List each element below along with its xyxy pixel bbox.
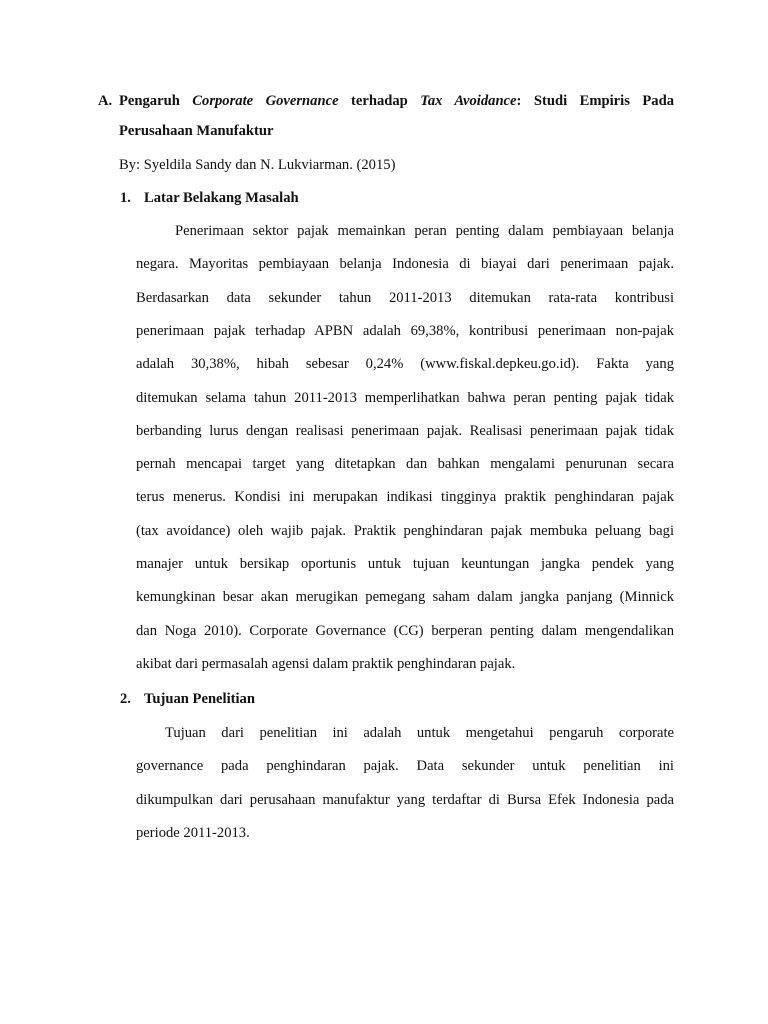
paragraph-line: penerimaan pajak terhadap APBN adalah 69,38%, kontribusi penerimaan non-pajak <box>136 322 674 339</box>
paragraph-line: berbanding lurus dengan realisasi penerimaan pajak. Realisasi penerimaan pajak tidak <box>136 422 674 439</box>
paragraph-line: Berdasarkan data sekunder tahun 2011-2013 ditemukan rata-rata kontribusi <box>136 289 674 306</box>
section-marker: A. <box>98 93 113 109</box>
byline: By: Syeldila Sandy dan N. Lukviarman. (2015) <box>119 157 396 173</box>
paragraph-line: manajer untuk bersikap oportunis untuk tujuan keuntungan jangka pendek yang <box>136 556 674 572</box>
subsection-number: 1. <box>120 190 131 206</box>
paragraph-line: governance pada penghindaran pajak. Data sekunder untuk penelitian ini <box>136 758 674 775</box>
paragraph-line: (tax avoidance) oleh wajib pajak. Praktik penghindaran pajak membuka peluang bagi <box>136 522 674 539</box>
subsection-title: Tujuan Penelitian <box>144 691 255 707</box>
section-title-line1: Pengaruh Corporate Governance terhadap Tax Avoidance: Studi Empiris Pada <box>119 93 674 109</box>
paragraph-line: Tujuan dari penelitian ini adalah untuk mengetahui pengaruh corporate <box>165 725 674 741</box>
paragraph-line: adalah 30,38%, hibah sebesar 0,24% (www.fiskal.depkeu.go.id). Fakta yang <box>136 356 674 373</box>
subsection-title: Latar Belakang Masalah <box>144 190 299 206</box>
section-title-line2: Perusahaan Manufaktur <box>119 123 274 139</box>
paragraph-line: negara. Mayoritas pembiayaan belanja Indonesia di biayai dari penerimaan pajak. <box>136 256 674 273</box>
paragraph-line: periode 2011-2013. <box>136 824 250 841</box>
subsection-number: 2. <box>120 691 131 707</box>
paragraph-line: terus menerus. Kondisi ini merupakan indikasi tingginya praktik penghindaran pajak <box>136 489 674 506</box>
paragraph-line: Penerimaan sektor pajak memainkan peran penting dalam pembiayaan belanja <box>175 223 674 239</box>
paragraph-line: dikumpulkan dari perusahaan manufaktur yang terdaftar di Bursa Efek Indonesia pada <box>136 791 674 808</box>
paragraph-line: ditemukan selama tahun 2011-2013 memperlihatkan bahwa peran penting pajak tidak <box>136 389 674 406</box>
paragraph-line: kemungkinan besar akan merugikan pemegang saham dalam jangka panjang (Minnick <box>136 589 674 606</box>
paragraph-line: akibat dari permasalah agensi dalam praktik penghindaran pajak. <box>136 655 516 672</box>
paragraph-line: dan Noga 2010). Corporate Governance (CG) berperan penting dalam mengendalikan <box>136 622 674 639</box>
paragraph-line: pernah mencapai target yang ditetapkan dan bahkan mengalami penurunan secara <box>136 456 674 473</box>
